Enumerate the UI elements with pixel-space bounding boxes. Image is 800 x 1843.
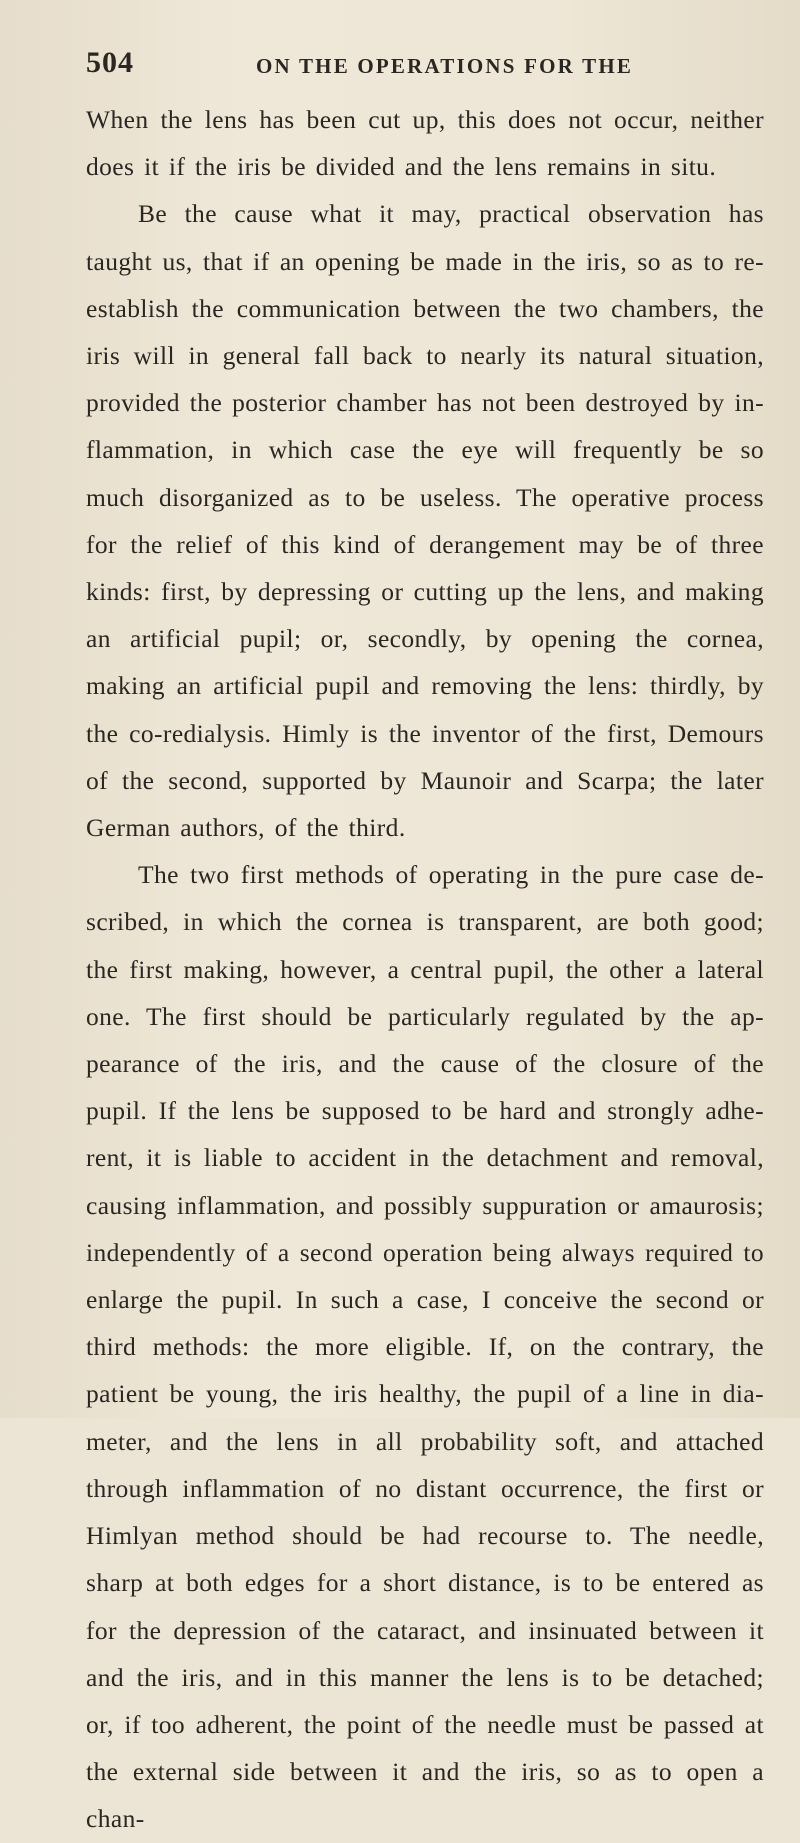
body-text [86, 96, 764, 1843]
paragraph-2: Be the cause what it may, practical observation has taught us, that if an opening be made in the iris, so as to re-establish the communication between the two chambers, the iris will in general fall back to nearly its natural situation, provided the posterior chamber has not been destroyed by in-flammation, in which case the eye will frequently be so much disorganized as to be useless. The operative process for the relief of this kind of derangement may be of three kinds: first, by depressing or cutting up the lens, and making an artificial pupil; or, secondly, by opening the cornea, making an artificial pupil and removing the lens: thirdly, by the co-redialysis. Himly is the inventor of the first, Demours of the second, supported by Maunoir and Scarpa; the later German authors, of the third. [86, 199, 764, 843]
running-head: ON THE OPERATIONS FOR THE [256, 54, 634, 78]
paragraph-1: When the lens has been cut up, this does not occur, neither does it if the iris be divided and the lens remains in situ. [86, 105, 764, 182]
paragraph-3: The two first methods of operating in the pure case de-scribed, in which the cornea is transparent, are both good; the first making, however, a central pupil, the other a lateral one. The first should be particularly regulated by the ap-pearance of the iris, and the cause of the closure of the pupil. If the lens be supposed to be hard and strongly adhe-rent, it is liable to accident in the detachment and removal, causing inflammation, and possibly suppuration or amaurosis; independently of a second operation being always required to enlarge the pupil. In such a case, I conceive the second or third methods: the more eligible. If, on the contrary, the patient be young, the iris healthy, the pupil of a line in dia-meter, and the lens in all probability soft, and attached through inflammation of no distant occurrence, the first or Himlyan method should be had recourse to. The needle, sharp at both edges for a short distance, is to be entered as for the depression of the cataract, and insinuated between it and the iris, and in this manner the lens is to be detached; or, if too adherent, the point of the needle must be passed at the external side between it and the iris, so as to open a chan- [86, 860, 764, 1834]
page-number: 504 [86, 46, 134, 79]
page-header [86, 46, 746, 96]
